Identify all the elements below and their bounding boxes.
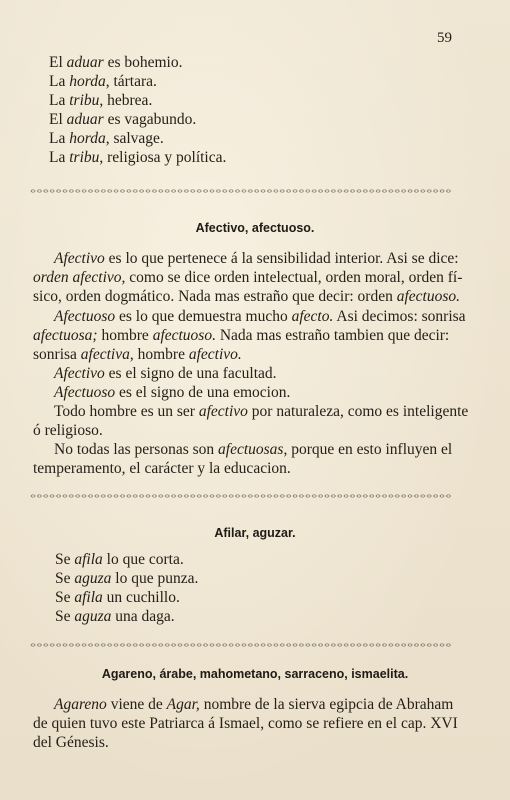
text-line: Afectuoso es el signo de una emocion. [54,384,291,401]
text-line: afectuosa; hombre afectuoso. Nada mas estraño tambien que decir: [33,327,450,344]
text-line: No todas las personas son afectuosas, porque en esto influyen el [54,441,453,458]
example-line: Se afila un cuchillo. [55,589,180,606]
example-line: Se aguza una daga. [55,608,175,625]
page-number: 59 [437,30,452,46]
text-line: sico, orden dogmático. Nada mas estraño que decir: orden afectuoso. [33,288,460,305]
text-line: del Génesis. [33,734,109,751]
text-line: de quien tuvo este Patriarca á Ismael, como se refiere en el cap. XVI [33,715,458,732]
example-line: Se afila lo que corta. [55,551,184,568]
text-line: Agareno viene de Agar, nombre de la sierva egipcia de Abraham [54,696,454,713]
text-line: Afectivo es lo que pertenece á la sensibilidad interior. Asi se dice: [54,250,459,267]
example-line: Se aguza lo que punza. [55,570,199,587]
verse-line: La tribu, hebrea. [49,92,153,109]
ornamental-divider [30,188,452,194]
text-line: Afectuoso es lo que demuestra mucho afecto. Asi decimos: sonrisa [54,308,466,325]
section-heading: Agareno, árabe, mahometano, sarraceno, ismaelita. [101,667,409,681]
text-line: orden afectivo, como se dice orden intelectual, orden moral, orden fí- [33,269,463,286]
text-line: Todo hombre es un ser afectivo por naturaleza, como es inteligente [54,403,469,420]
text-line: Afectivo es el signo de una facultad. [54,365,277,382]
ornamental-divider [30,493,452,499]
verse-line: La horda, salvage. [49,130,164,147]
verse-line: La horda, tártara. [49,73,157,90]
verse-line: La tribu, religiosa y política. [49,149,227,166]
text-line: temperamento, el carácter y la educacion. [33,460,291,477]
text-line: sonrisa afectiva, hombre afectivo. [33,346,242,363]
text-line: ó religioso. [33,422,103,439]
verse-line: El aduar es bohemio. [49,54,183,71]
section-heading: Afilar, aguzar. [214,526,296,540]
section-heading: Afectivo, afectuoso. [195,221,315,235]
verse-line: El aduar es vagabundo. [49,111,197,128]
ornamental-divider [30,642,452,648]
